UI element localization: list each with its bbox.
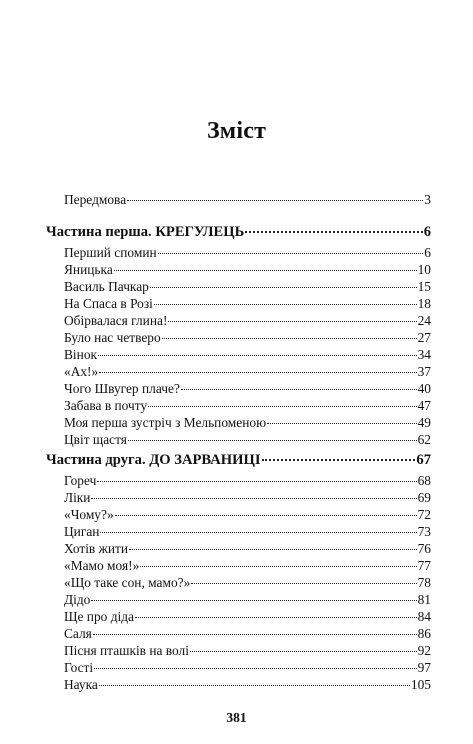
dot-leader [154,304,417,305]
toc-entry-label: Ще про діда [64,609,134,624]
dot-leader [91,498,416,499]
toc-entry [64,540,431,557]
dot-leader [168,321,416,322]
dot-leader [267,423,417,424]
toc-entry-page: 49 [417,415,431,430]
toc-entry-page: 68 [417,473,431,488]
toc-entry-label: Перший спомин [64,245,157,260]
toc-entry [64,346,431,363]
toc-entry-page: 86 [417,626,431,641]
toc-entry-page: 105 [410,677,431,692]
toc-entry-page: 18 [417,296,431,311]
toc-entry [64,363,431,380]
toc-entry-label: Василь Пачкар [64,279,149,294]
toc-entry-label: Пісня пташків на волі [64,643,189,658]
dot-leader [99,372,416,373]
dot-leader [99,685,410,686]
dot-leader [245,231,422,233]
toc-entry-page: 92 [417,643,431,658]
toc-entry-page: 72 [417,507,431,522]
page-number: 381 [226,710,247,725]
toc-entry-page: 97 [417,660,431,675]
toc-entry-page: 37 [417,364,431,379]
toc-entry-label: Яницька [64,262,113,277]
dot-leader [135,617,417,618]
toc-entry-label: Гореч [64,473,97,488]
toc-entry [64,506,431,523]
toc-entry-page: 76 [417,541,431,556]
toc-part-label: Частина перша. КРЕГУЛЕЦЬ [46,224,245,240]
toc-entry-page: 3 [424,192,431,207]
toc-entry-page: 10 [417,262,431,277]
dot-leader [140,566,416,567]
toc-part-page: 67 [416,452,431,468]
toc-entry [64,608,431,625]
toc-entry-label: Саля [64,626,92,641]
toc-entry [64,472,431,489]
toc-entry-label: Вінок [64,347,98,362]
dot-leader [127,200,423,201]
toc-entry-label: «Чому?» [64,507,114,522]
dot-leader [129,549,417,550]
toc-entry-page: 81 [417,592,431,607]
toc-entry-page: 27 [417,330,431,345]
toc-entry [64,523,431,540]
toc-entry-label: «Що таке сон, мамо?» [64,575,191,590]
toc-part-heading [46,223,431,242]
toc-entry-label: Чого Швугер плаче? [64,381,180,396]
toc-entry-page: 6 [424,245,431,260]
dot-leader [148,406,416,407]
toc-entry-label: Забава в почту [64,398,148,413]
toc-entry [64,591,431,608]
toc-entry-label: На Спаса в Розі [64,296,153,311]
toc-entry [64,625,431,642]
toc-entry-page: 34 [417,347,431,362]
toc-entry-label: Наука [64,677,98,692]
toc-entry-label: Було нас четверо [64,330,161,345]
toc-entry-page: 77 [417,558,431,573]
toc-entry [64,414,431,431]
toc-entry-page: 15 [417,279,431,294]
toc-part-page: 6 [423,224,431,240]
toc-entry [64,431,431,448]
toc-entry-page: 84 [417,609,431,624]
dot-leader [97,481,416,482]
toc-part-label: Частина друга. ДО ЗАРВАНИЦІ [46,452,261,468]
toc-entry [64,397,431,414]
dot-leader [100,532,416,533]
toc-entry [64,278,431,295]
dot-leader [115,515,417,516]
dot-leader [191,583,416,584]
toc-entry-label: Хотів жити [64,541,129,556]
toc-entry-page: 78 [417,575,431,590]
toc-entry [64,312,431,329]
page-title: Зміст [206,118,267,144]
toc-entry-page: 24 [417,313,431,328]
dot-leader [128,440,417,441]
dot-leader [162,338,417,339]
dot-leader [158,253,424,254]
toc-entry-label: Ліки [64,490,91,505]
toc-entry-page: 62 [417,432,431,447]
toc-entry [64,659,431,676]
dot-leader [94,668,417,669]
toc-entry-label: Дідо [64,592,91,607]
toc-entry-label: Гості [64,660,94,675]
toc-entry-label: «Мамо моя!» [64,558,140,573]
toc-entry-label: «Ах!» [64,364,99,379]
dot-leader [98,355,417,356]
toc-entry-page: 73 [417,524,431,539]
toc-entry-label: Моя перша зустріч з Мельпоменою [64,415,267,430]
toc-entry-page: 40 [417,381,431,396]
toc-entry-label: Циган [64,524,100,539]
toc-entry-preface [64,191,431,208]
dot-leader [150,287,417,288]
dot-leader [190,651,417,652]
dot-leader [91,600,416,601]
toc-entry [64,676,431,693]
toc-entry [64,642,431,659]
toc-part-heading [46,451,431,470]
toc-entry [64,329,431,346]
toc-entry [64,244,431,261]
toc-entry-label: Передмова [64,192,127,207]
dot-leader [262,459,416,461]
toc-entry [64,557,431,574]
toc-entry [64,380,431,397]
dot-leader [93,634,417,635]
dot-leader [181,389,417,390]
toc-entry-label: Обірвалася глина! [64,313,168,328]
toc-entry [64,489,431,506]
toc-entry-page: 47 [417,398,431,413]
toc-entry [64,295,431,312]
toc-entry-page: 69 [417,490,431,505]
toc-entry [64,261,431,278]
toc-entry-label: Цвіт щастя [64,432,127,447]
toc-entry [64,574,431,591]
dot-leader [114,270,417,271]
